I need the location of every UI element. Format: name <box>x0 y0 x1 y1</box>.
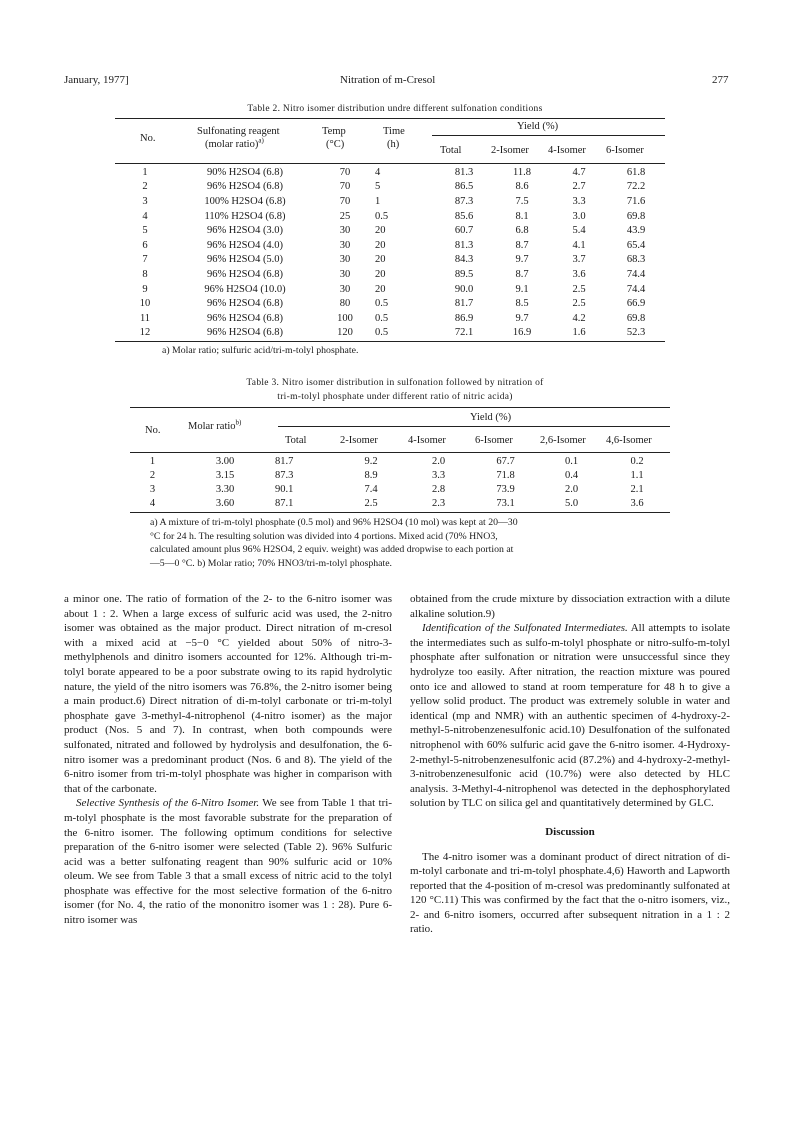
table3-cell: 9.2 <box>364 455 378 467</box>
table2-cell: 10 <box>139 298 151 310</box>
table2-cell: 1 <box>142 166 148 178</box>
table2-cell: 30 <box>339 254 351 266</box>
table2-cell: 100% H2SO4 (6.8) <box>204 195 286 207</box>
table2-cell: 110% H2SO4 (6.8) <box>204 210 286 222</box>
table2-cell: 81.3 <box>454 166 474 178</box>
table2-cell: 86.5 <box>454 181 474 193</box>
table3-footnote-line4: —5—0 °C. b) Molar ratio; 70% HNO3/tri-m-tolyl phosphate. <box>150 557 393 569</box>
table3-cell: 4 <box>149 498 156 510</box>
table3-col-46iso: 4,6-Isomer <box>606 435 652 446</box>
table2-col-2iso: 2-Isomer <box>491 145 529 156</box>
table3-footnote-line1: a) A mixture of tri-m-tolyl phosphate (0.5 mol) and 96% H2SO4 (10 mol) was kept at 20—30 <box>150 517 518 528</box>
header-journal-date: January, 1977] <box>64 74 129 86</box>
table3-cell: 1 <box>149 455 156 467</box>
table2-cell: 4.1 <box>572 239 586 251</box>
table2-bottom-rule <box>115 341 665 342</box>
left-para-2-title: Selective Synthesis of the 6-Nitro Isomer. <box>76 797 260 810</box>
table3-footnotes <box>150 516 670 570</box>
table2-col-reagent-sub: (molar ratio)$^{a)}$ <box>205 136 264 150</box>
right-para-2-title: Identification of the Sulfonated Intermediates. <box>422 622 628 635</box>
table2-cell: 3.6 <box>572 268 586 280</box>
table2-cell: 25 <box>339 210 351 222</box>
table3-header <box>130 407 670 453</box>
table2-cell: 16.9 <box>512 327 532 339</box>
table2-cell: 5 <box>375 181 381 193</box>
table2-cell: 20 <box>375 239 386 251</box>
table2-cell: 9.7 <box>515 312 529 324</box>
table2-cell: 80 <box>339 298 351 310</box>
table2-row <box>115 238 665 253</box>
table2-cell: 74.4 <box>626 283 646 295</box>
table3-cell: 2.8 <box>431 483 446 495</box>
table2-cell: 100 <box>337 312 353 324</box>
table3-caption-line2: tri-m-tolyl phosphate under different ratio of nitric acida) <box>277 392 513 402</box>
table2-cell: 30 <box>339 283 351 295</box>
table3-cell: 3.00 <box>215 455 235 467</box>
right-para-2 <box>410 621 730 811</box>
table2-cell: 96% H2SO4 (6.8) <box>206 268 284 280</box>
table2-row <box>115 326 665 341</box>
table3-body <box>130 454 670 511</box>
table3-yield-header: Yield (%) <box>470 412 512 423</box>
table2-cell: 4.7 <box>572 166 586 178</box>
table2-row <box>115 282 665 297</box>
table2-col-temp: Temp <box>322 126 346 137</box>
table2-cell: 60.7 <box>454 225 474 237</box>
table2-cell: 72.1 <box>454 327 474 339</box>
table2-cell: 20 <box>375 283 386 295</box>
table2-cell: 6.8 <box>515 225 529 237</box>
table2-col-reagent: Sulfonating reagent <box>197 126 280 137</box>
table2-footnote: a) Molar ratio; sulfuric acid/tri-m-tolyl phosphate. <box>162 345 359 356</box>
table2-body <box>115 165 665 340</box>
table2-cell: 2.7 <box>572 181 586 193</box>
table2-cell: 20 <box>375 268 386 280</box>
table3-cell: 2.1 <box>630 483 644 495</box>
table3-cell: 87.3 <box>275 469 294 481</box>
table2-cell: 20 <box>375 254 386 266</box>
table3-caption-line1: Table 3. Nitro isomer distribution in sulfonation followed by nitration of <box>246 378 544 388</box>
table2-cell: 20 <box>375 225 386 237</box>
right-para-1: obtained from the crude mixture by dissociation extraction with a dilute alkaline solution.9) <box>410 593 730 620</box>
table3-footnote-line2: °C for 24 h. The resulting solution was divided into 4 portions. Mixed acid (70% HNO3, <box>150 530 498 542</box>
table3-header-rule <box>130 452 670 453</box>
table2-cell: 1.6 <box>572 327 586 339</box>
table3-row <box>130 454 670 468</box>
table3-cell: 0.1 <box>564 455 579 467</box>
left-para-2-text: We see from Table 1 that tri-m-tolyl phosphate is the most favorable substrate for the preparation of the 6-nitro isomer. The following optimum conditions for selective preparation of the 6-nitro isomer were selected (Table 2). 96% Sulfuric acid was a better sulfonating reagent than 90% sulfuric acid or 10% oleum. We see from Table 3 that a small excess of nitric acid to the tolyl phosphate was effective for the most selective formation of the 6-nitro isomer (for No. 4, the ratio of the mononitro isomer was 1 : 28). Pure 6-nitro isomer was <box>64 797 392 927</box>
table2-cell: 30 <box>339 239 351 251</box>
table2-row <box>115 180 665 195</box>
table3-cell: 2 <box>149 469 156 481</box>
table3-cell: 2.5 <box>364 498 378 510</box>
table2-cell: 65.4 <box>626 239 646 251</box>
table3-cell: 2.3 <box>431 498 446 510</box>
table3-cell: 3.15 <box>215 469 235 481</box>
table3-cell: 90.1 <box>275 483 294 495</box>
table2-cell: 12 <box>139 327 151 339</box>
table2-cell: 2.5 <box>572 298 586 310</box>
table3-cell: 2.0 <box>431 455 446 467</box>
table2-cell: 2.5 <box>572 283 586 295</box>
table3-yield-rule <box>278 426 670 427</box>
table2-cell: 96% H2SO4 (10.0) <box>204 283 286 295</box>
left-para-1: a minor one. The ratio of formation of the 2- to the 6-nitro isomer was about 1 : 2. When a large excess of sulfuric acid was used, the 2-nitro isomer was obtained as the major product. Direct nitration of m-cresol with a mixed acid at −5−0 °C yielded about 50% of nitro-3-methylphenols and dinitro isomers accounted for 12%. Although tri-m-tolyl borate appeared to be a poor substrate owing to its rapid hydrolytic nature, the yield of the nitro isomers was 76.8%, the 2-nitro isomer being a main product.6) Direct nitration of di-m-tolyl carbonate or tri-m-tolyl phosphate gave 3-methyl-4-nitrophenol (4-nitro isomer) as the major product (Nos. 5 and 7). In contrast, when both compounds were sulfonated, nitrated and followed by hydrolysis and desulfonation, the 6-nitro isomer was a predominant product (Nos. 6 and 8). The yield of the 6-nitro isomer from tri-m-tolyl phosphate was higher in comparison with that of the carbonate. <box>64 593 392 795</box>
table2-col-no: No. <box>140 133 156 144</box>
table2-cell: 96% H2SO4 (5.0) <box>206 254 284 266</box>
table2-header-rule <box>115 163 665 164</box>
table3-cell: 0.2 <box>630 455 644 467</box>
table2-cell: 30 <box>339 268 351 280</box>
table2-cell: 0.5 <box>375 312 389 324</box>
table2-cell: 86.9 <box>454 312 474 324</box>
table2-cell: 6 <box>142 239 148 251</box>
table2-cell: 69.8 <box>626 210 646 222</box>
table2-cell: 70 <box>339 166 351 178</box>
table2-cell: 96% H2SO4 (6.8) <box>206 181 284 193</box>
table2-row <box>115 267 665 282</box>
table2-cell: 4.2 <box>572 312 586 324</box>
table3-row <box>130 482 670 496</box>
table2-cell: 96% H2SO4 (3.0) <box>206 225 284 237</box>
table2-cell: 9.1 <box>515 283 529 295</box>
table2-cell: 85.6 <box>454 210 474 222</box>
table2-cell: 90.0 <box>454 283 474 295</box>
table2-cell: 8.6 <box>515 181 529 193</box>
table2-cell: 1 <box>375 195 381 207</box>
table3-cell: 87.1 <box>275 498 294 510</box>
table2-cell: 96% H2SO4 (6.8) <box>206 327 284 339</box>
table2-cell: 4 <box>142 210 148 222</box>
right-para-2-text: All attempts to isolate the intermediates such as sulfo-m-tolyl phosphate or nitro-sulfo-m-tolyl phosphate after sulfonation or nitration were unsuccessful since they hydrolyze too easily. After nitration, the reaction mixture was poured onto ice and allowed to stand at room temperature for 48 h to give a yellow solid product. The product was extremely soluble in water and identical (mp and NMR) with an authentic specimen of 4-hydroxy-2-methyl-5-nitrobenzenesulfonic acid.10) Desulfonation of the sulfonated nitrophenol with 60% sulfuric acid gave the 6-nitro isomer. 4-Hydroxy-2-methyl-5-nitrobenzenesulfonic acid (87.2%) and 4-hydroxy-2-methyl-3-nitrobenzenesulfonic acid (10.7%) were also detected by HLC analysis. 3-Methyl-4-nitrophenol was detected in the dephosphorylated solution by TLC on silica gel and quantitatively determined by GLC. <box>410 622 730 810</box>
table2-cell: 8.5 <box>515 298 529 310</box>
table3-col-4iso: 4-Isomer <box>408 435 446 446</box>
right-column <box>410 592 730 937</box>
table2-cell: 8.1 <box>515 210 529 222</box>
table2-cell: 74.4 <box>626 268 646 280</box>
table2-cell: 8 <box>142 268 148 280</box>
table2-header <box>115 118 665 166</box>
table2-cell: 3.7 <box>572 254 586 266</box>
table2-row <box>115 209 665 224</box>
left-para-2 <box>64 796 392 927</box>
table2-cell: 9 <box>142 283 148 295</box>
table2-row <box>115 223 665 238</box>
table2-row <box>115 194 665 209</box>
table2-cell: 7 <box>142 254 148 266</box>
table3-cell: 3.6 <box>630 498 644 510</box>
table3-cell: 2.0 <box>564 483 579 495</box>
table3-cell: 1.1 <box>630 469 644 481</box>
table3-cell: 8.9 <box>364 469 378 481</box>
table2-cell: 84.3 <box>454 254 474 266</box>
table3-cell: 3.3 <box>431 469 446 481</box>
table2-cell: 71.6 <box>626 195 646 207</box>
table2-row <box>115 253 665 268</box>
table2-col-time: Time <box>383 126 405 137</box>
table3-cell: 3.30 <box>215 483 235 495</box>
table2-cell: 81.3 <box>454 239 474 251</box>
table2-cell: 0.5 <box>375 210 389 222</box>
table3-row <box>130 468 670 482</box>
table2-col-4iso: 4-Isomer <box>548 145 586 156</box>
table2-cell: 43.9 <box>626 225 646 237</box>
table2-cell: 0.5 <box>375 327 389 339</box>
table2-cell: 7.5 <box>515 195 529 207</box>
table2-cell: 0.5 <box>375 298 389 310</box>
table2-row <box>115 296 665 311</box>
table3-cell: 71.8 <box>496 469 515 481</box>
table2-cell: 96% H2SO4 (4.0) <box>206 239 284 251</box>
table3-cell: 3.60 <box>215 498 235 510</box>
table3-cell: 7.4 <box>364 483 378 495</box>
table2-cell: 3.3 <box>572 195 586 207</box>
table2-caption: Table 2. Nitro isomer distribution undre different sulfonation conditions <box>247 104 543 114</box>
left-column <box>64 592 392 928</box>
table2-cell: 96% H2SO4 (6.8) <box>206 312 284 324</box>
table2-cell: 2 <box>142 181 148 193</box>
table2-cell: 70 <box>339 181 351 193</box>
table2-cell: 68.3 <box>626 254 646 266</box>
table3-col-6iso: 6-Isomer <box>475 435 513 446</box>
table2-cell: 66.9 <box>626 298 646 310</box>
table2-cell: 11 <box>139 312 151 324</box>
right-para-3: The 4-nitro isomer was a dominant product of direct nitration of di-m-tolyl carbonate and tri-m-tolyl phosphate.4,6) Haworth and Lapworth reported that the 4-position of m-cresol was predominantly sulfonated at 120 °C.11) This was confirmed by the fact that the o-nitro isomers, viz., 2- and 6-nitro isomers, occurred after subsequent nitration in a 1 : 2 ratio. <box>410 850 730 936</box>
table2-cell: 72.2 <box>626 181 646 193</box>
table3-col-total: Total <box>285 435 307 446</box>
table3-col-2iso: 2-Isomer <box>340 435 378 446</box>
table2-cell: 120 <box>337 327 353 339</box>
table2-cell: 81.7 <box>454 298 474 310</box>
table2-cell: 89.5 <box>454 268 474 280</box>
table3-cell: 81.7 <box>275 455 294 467</box>
table3-row <box>130 497 670 511</box>
page-number: 277 <box>712 74 729 86</box>
table2-cell: 61.8 <box>626 166 646 178</box>
table3-cell: 3 <box>149 483 156 495</box>
table2-cell: 4 <box>375 166 381 178</box>
table2-col-temp-unit: (°C) <box>326 139 345 150</box>
table2-cell: 70 <box>339 195 351 207</box>
table2-cell: 5.4 <box>572 225 586 237</box>
table3-footnote-line3: calculated amount plus 96% H2SO4, 2 equiv. weight) was added dropwise to each portion at <box>150 544 514 555</box>
table3-col-molar: Molar ratio$^{b)}$ <box>188 418 242 432</box>
table3-bottom-rule <box>130 512 670 513</box>
table3-col-26iso: 2,6-Isomer <box>540 435 586 446</box>
table2-cell: 52.3 <box>626 327 646 339</box>
table2-cell: 69.8 <box>626 312 646 324</box>
table2-col-6iso: 6-Isomer <box>606 145 644 156</box>
table2-yield-rule <box>432 135 665 136</box>
table2-cell: 30 <box>339 225 351 237</box>
table2-cell: 9.7 <box>515 254 529 266</box>
header-title: Nitration of m-Cresol <box>340 74 436 86</box>
table2-row <box>115 165 665 180</box>
discussion-heading: Discussion <box>545 825 595 838</box>
table3-col-no: No. <box>145 425 161 436</box>
table2-cell: 87.3 <box>454 195 474 207</box>
table2-row <box>115 311 665 326</box>
table3-cell: 5.0 <box>564 498 579 510</box>
table2-cell: 90% H2SO4 (6.8) <box>206 166 284 178</box>
table2-cell: 96% H2SO4 (6.8) <box>206 298 284 310</box>
table3-cell: 73.9 <box>496 483 515 495</box>
table2-cell: 8.7 <box>515 268 529 280</box>
table2-yield-header: Yield (%) <box>517 121 559 132</box>
table3-cell: 0.4 <box>564 469 579 481</box>
table2-col-total: Total <box>440 145 462 156</box>
table2-cell: 5 <box>142 225 148 237</box>
table2-cell: 3 <box>142 195 148 207</box>
table3-cell: 67.7 <box>496 455 515 467</box>
table3-cell: 73.1 <box>496 498 515 510</box>
table2-cell: 8.7 <box>515 239 529 251</box>
table2-cell: 11.8 <box>513 166 531 178</box>
table2-cell: 3.0 <box>572 210 586 222</box>
table2-col-time-unit: (h) <box>387 139 400 150</box>
